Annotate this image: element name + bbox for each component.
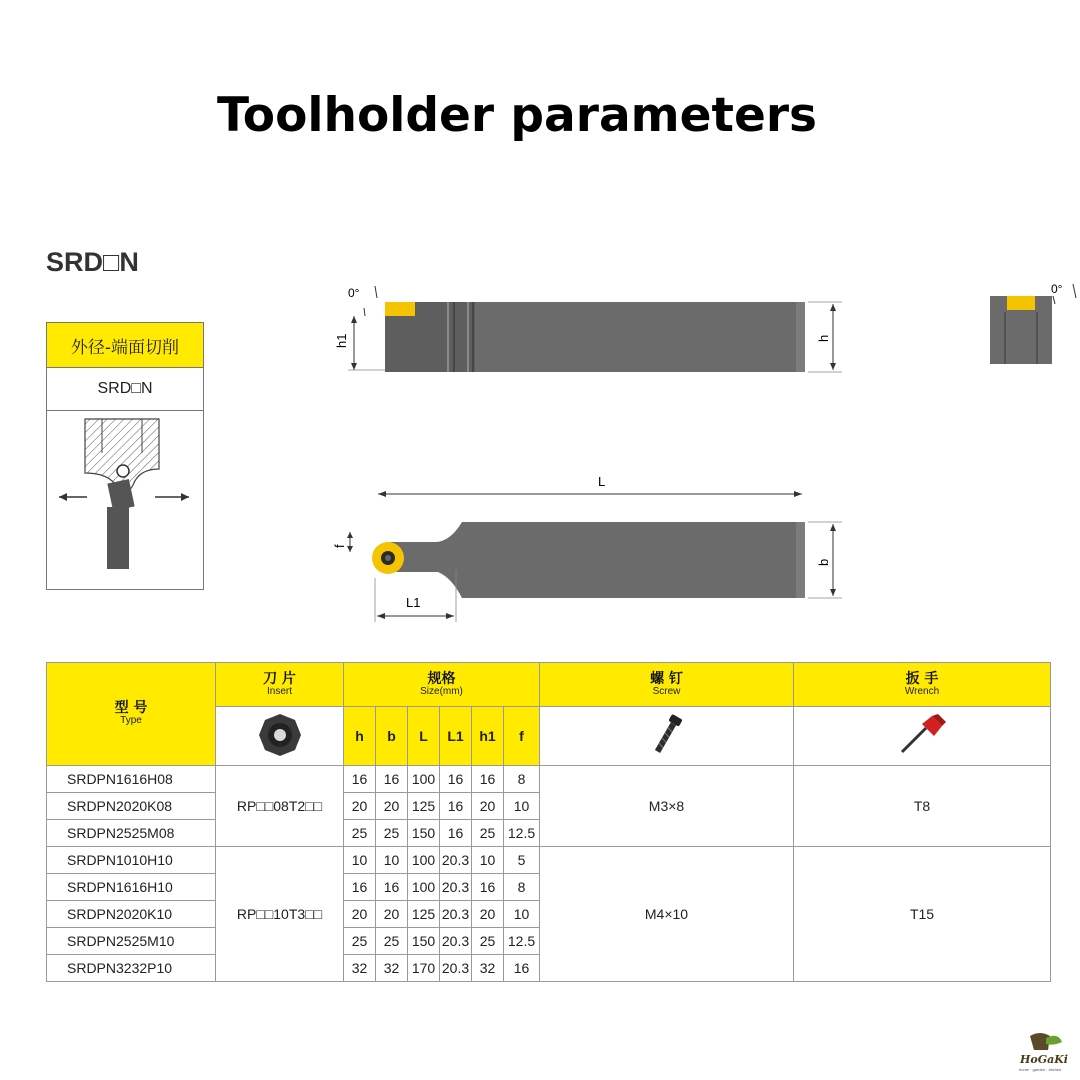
series-heading: SRD□N	[46, 247, 139, 277]
screw-cell: M4×10	[540, 847, 794, 982]
dimension-L-label: L	[598, 474, 606, 489]
insert-icon	[216, 707, 344, 766]
wrench-icon	[794, 707, 1051, 766]
table-row: SRDPN3232P10 32 32 170 20.3 32 16	[47, 955, 1051, 982]
screw-icon	[540, 707, 794, 766]
dimension-f-label: f	[332, 544, 347, 548]
angle-label: 0°	[348, 286, 360, 300]
operation-box-header: 外径-端面切削	[47, 323, 203, 368]
wrench-cell: T8	[794, 766, 1051, 847]
toolholder-drawing	[330, 270, 850, 630]
dimension-h1-label: h1	[334, 333, 349, 348]
dimension-b-label: b	[816, 558, 831, 566]
brand-logo	[1016, 1030, 1076, 1074]
parameter-table	[46, 662, 1051, 982]
wrench-cell: T15	[794, 847, 1051, 982]
dim-header-L1: L1	[440, 707, 472, 766]
page-title: Toolholder parameters	[216, 88, 818, 143]
table-row: SRDPN2525M08 25 25 150 16 25 12.5	[47, 820, 1051, 847]
dimension-L1-label: L1	[406, 595, 421, 610]
dim-header-b: b	[376, 707, 408, 766]
operation-box	[46, 322, 204, 590]
table-row: SRDPN1616H10 16 16 100 20.3 16 8	[47, 874, 1051, 901]
table-row: SRDPN2020K08 20 20 125 16 20 10	[47, 793, 1051, 820]
table-row: SRDPN2020K10 20 20 125 20.3 20 10	[47, 901, 1051, 928]
insert-code-cell: RP□□08T2□□	[216, 766, 344, 847]
end-view-angle-label: 0°	[1051, 282, 1063, 296]
dimension-h-label: h	[816, 334, 831, 342]
screw-cell: M3×8	[540, 766, 794, 847]
header-screw: 螺 钉 Screw	[540, 663, 794, 707]
brand-tagline: home · garden · kitchen	[1019, 1067, 1062, 1072]
shank-top-view	[390, 522, 805, 598]
insert-top-view	[385, 302, 415, 316]
operation-box-code: SRD□N	[47, 368, 203, 411]
turning-illustration-icon	[47, 411, 203, 589]
dim-header-L: L	[408, 707, 440, 766]
header-wrench: 扳 手 Wrench	[794, 663, 1051, 707]
table-row: SRDPN1616H08 RP□□08T2□□ 16 16 100 16 16 8 M3×8 T8	[47, 766, 1051, 793]
dim-header-h: h	[344, 707, 376, 766]
brand-name: HoGaKi	[1020, 1053, 1068, 1066]
table-row: SRDPN2525M10 25 25 150 20.3 25 12.5	[47, 928, 1051, 955]
header-model: 型 号 Type	[47, 663, 216, 766]
header-size: 规格 Size(mm)	[344, 663, 540, 707]
operation-figure	[47, 411, 203, 589]
insert-code-cell: RP□□10T3□□	[216, 847, 344, 982]
dim-header-f: f	[504, 707, 540, 766]
table-row: SRDPN1010H10 RP□□10T3□□ 10 10 100 20.3 10 5 M4×10 T15	[47, 847, 1051, 874]
toolholder-end-view	[985, 278, 1080, 368]
header-insert: 刀 片 Insert	[216, 663, 344, 707]
dim-header-h1: h1	[472, 707, 504, 766]
